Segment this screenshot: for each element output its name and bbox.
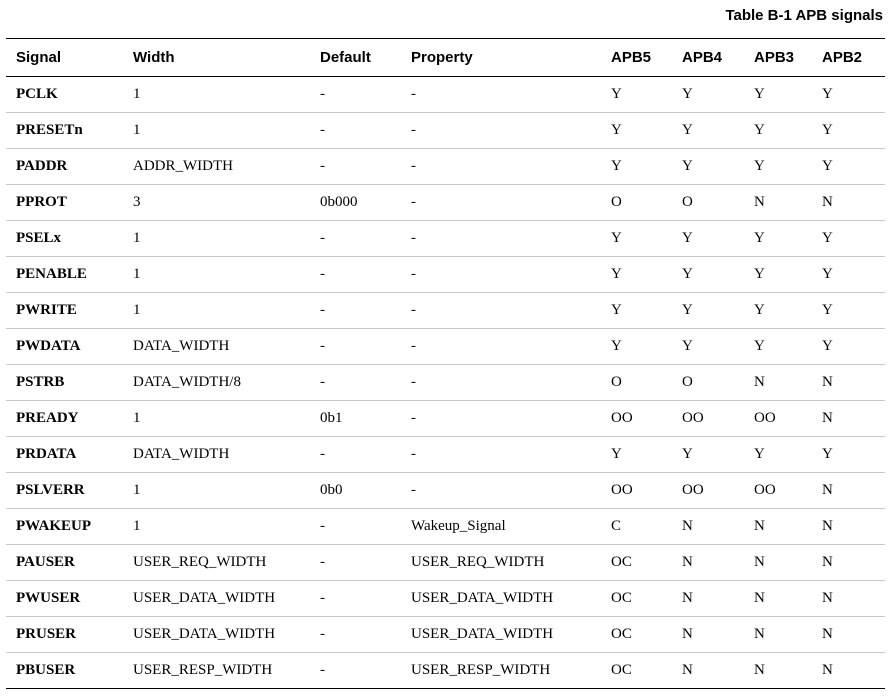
cell-default: - bbox=[310, 437, 401, 473]
cell-apb5: OO bbox=[601, 401, 672, 437]
cell-width: USER_DATA_WIDTH bbox=[123, 581, 310, 617]
cell-apb4: OO bbox=[672, 473, 744, 509]
cell-apb2: Y bbox=[812, 293, 885, 329]
cell-width: 1 bbox=[123, 257, 310, 293]
cell-width: USER_REQ_WIDTH bbox=[123, 545, 310, 581]
cell-apb4: OO bbox=[672, 401, 744, 437]
table-row bbox=[6, 329, 885, 365]
apb-signals-table bbox=[6, 38, 885, 689]
table-row bbox=[6, 617, 885, 653]
cell-width: DATA_WIDTH bbox=[123, 437, 310, 473]
cell-width: USER_RESP_WIDTH bbox=[123, 653, 310, 689]
cell-apb5: Y bbox=[601, 113, 672, 149]
cell-apb4: Y bbox=[672, 437, 744, 473]
cell-property: - bbox=[401, 437, 601, 473]
cell-apb4: Y bbox=[672, 257, 744, 293]
table-row bbox=[6, 221, 885, 257]
table-row bbox=[6, 365, 885, 401]
table-row bbox=[6, 401, 885, 437]
cell-signal: PSTRB bbox=[6, 365, 123, 401]
cell-property: Wakeup_Signal bbox=[401, 509, 601, 545]
cell-apb2: N bbox=[812, 617, 885, 653]
cell-apb3: N bbox=[744, 617, 812, 653]
cell-signal: PPROT bbox=[6, 185, 123, 221]
cell-apb4: Y bbox=[672, 149, 744, 185]
cell-signal: PWUSER bbox=[6, 581, 123, 617]
cell-property: - bbox=[401, 401, 601, 437]
cell-default: - bbox=[310, 149, 401, 185]
header-apb4: APB4 bbox=[672, 39, 744, 77]
cell-width: ADDR_WIDTH bbox=[123, 149, 310, 185]
cell-signal: PENABLE bbox=[6, 257, 123, 293]
cell-apb5: OC bbox=[601, 581, 672, 617]
cell-apb3: Y bbox=[744, 437, 812, 473]
cell-signal: PSELx bbox=[6, 221, 123, 257]
cell-apb2: N bbox=[812, 185, 885, 221]
cell-apb5: Y bbox=[601, 221, 672, 257]
cell-apb5: O bbox=[601, 185, 672, 221]
table-body bbox=[6, 77, 885, 689]
cell-width: 1 bbox=[123, 221, 310, 257]
cell-width: 1 bbox=[123, 401, 310, 437]
cell-signal: PRDATA bbox=[6, 437, 123, 473]
table-caption: Table B-1 APB signals bbox=[725, 7, 883, 24]
cell-default: - bbox=[310, 221, 401, 257]
table-row bbox=[6, 77, 885, 113]
cell-apb2: N bbox=[812, 473, 885, 509]
cell-property: - bbox=[401, 185, 601, 221]
cell-width: 1 bbox=[123, 473, 310, 509]
cell-default: 0b0 bbox=[310, 473, 401, 509]
cell-apb3: N bbox=[744, 545, 812, 581]
cell-apb2: N bbox=[812, 401, 885, 437]
cell-apb3: Y bbox=[744, 221, 812, 257]
cell-apb4: N bbox=[672, 617, 744, 653]
cell-apb3: Y bbox=[744, 293, 812, 329]
cell-apb2: N bbox=[812, 509, 885, 545]
header-apb5: APB5 bbox=[601, 39, 672, 77]
cell-default: - bbox=[310, 617, 401, 653]
header-width: Width bbox=[123, 39, 310, 77]
cell-default: 0b000 bbox=[310, 185, 401, 221]
table-row bbox=[6, 149, 885, 185]
cell-apb5: C bbox=[601, 509, 672, 545]
cell-apb5: Y bbox=[601, 149, 672, 185]
header-signal: Signal bbox=[6, 39, 123, 77]
cell-apb3: Y bbox=[744, 77, 812, 113]
cell-default: - bbox=[310, 545, 401, 581]
cell-default: - bbox=[310, 509, 401, 545]
cell-signal: PRUSER bbox=[6, 617, 123, 653]
cell-property: - bbox=[401, 257, 601, 293]
header-row bbox=[6, 39, 885, 77]
cell-apb2: N bbox=[812, 365, 885, 401]
cell-apb2: Y bbox=[812, 149, 885, 185]
cell-apb4: Y bbox=[672, 329, 744, 365]
cell-property: - bbox=[401, 365, 601, 401]
cell-signal: PBUSER bbox=[6, 653, 123, 689]
header-default: Default bbox=[310, 39, 401, 77]
cell-apb2: Y bbox=[812, 257, 885, 293]
header-property: Property bbox=[401, 39, 601, 77]
cell-apb3: N bbox=[744, 185, 812, 221]
cell-width: DATA_WIDTH bbox=[123, 329, 310, 365]
table-row bbox=[6, 545, 885, 581]
cell-property: - bbox=[401, 221, 601, 257]
cell-apb2: Y bbox=[812, 221, 885, 257]
cell-apb2: N bbox=[812, 545, 885, 581]
cell-width: 1 bbox=[123, 509, 310, 545]
cell-signal: PCLK bbox=[6, 77, 123, 113]
cell-apb3: OO bbox=[744, 401, 812, 437]
cell-apb5: Y bbox=[601, 329, 672, 365]
cell-default: - bbox=[310, 581, 401, 617]
cell-property: USER_RESP_WIDTH bbox=[401, 653, 601, 689]
cell-signal: PWAKEUP bbox=[6, 509, 123, 545]
cell-apb3: OO bbox=[744, 473, 812, 509]
cell-property: - bbox=[401, 77, 601, 113]
cell-apb5: Y bbox=[601, 437, 672, 473]
cell-property: - bbox=[401, 329, 601, 365]
cell-apb5: OC bbox=[601, 545, 672, 581]
cell-width: 1 bbox=[123, 293, 310, 329]
table-row bbox=[6, 293, 885, 329]
cell-signal: PSLVERR bbox=[6, 473, 123, 509]
cell-apb4: N bbox=[672, 581, 744, 617]
cell-default: - bbox=[310, 329, 401, 365]
cell-apb5: Y bbox=[601, 77, 672, 113]
header-apb3: APB3 bbox=[744, 39, 812, 77]
cell-signal: PRESETn bbox=[6, 113, 123, 149]
cell-width: 1 bbox=[123, 77, 310, 113]
cell-width: DATA_WIDTH/8 bbox=[123, 365, 310, 401]
table-row bbox=[6, 185, 885, 221]
cell-apb2: N bbox=[812, 653, 885, 689]
cell-signal: PADDR bbox=[6, 149, 123, 185]
cell-width: 1 bbox=[123, 113, 310, 149]
cell-apb4: O bbox=[672, 365, 744, 401]
cell-signal: PAUSER bbox=[6, 545, 123, 581]
cell-apb4: Y bbox=[672, 221, 744, 257]
cell-default: - bbox=[310, 257, 401, 293]
cell-default: - bbox=[310, 653, 401, 689]
cell-apb2: Y bbox=[812, 113, 885, 149]
cell-property: USER_DATA_WIDTH bbox=[401, 581, 601, 617]
cell-apb5: Y bbox=[601, 257, 672, 293]
cell-width: USER_DATA_WIDTH bbox=[123, 617, 310, 653]
cell-apb4: N bbox=[672, 545, 744, 581]
table-row bbox=[6, 653, 885, 689]
cell-apb4: Y bbox=[672, 293, 744, 329]
cell-property: - bbox=[401, 113, 601, 149]
cell-default: - bbox=[310, 77, 401, 113]
cell-apb4: Y bbox=[672, 113, 744, 149]
cell-default: - bbox=[310, 365, 401, 401]
table-row bbox=[6, 509, 885, 545]
cell-apb5: OO bbox=[601, 473, 672, 509]
cell-apb5: O bbox=[601, 365, 672, 401]
table-row bbox=[6, 257, 885, 293]
cell-apb5: Y bbox=[601, 293, 672, 329]
table-row bbox=[6, 113, 885, 149]
table-header bbox=[6, 39, 885, 77]
table-row bbox=[6, 473, 885, 509]
table-row bbox=[6, 581, 885, 617]
header-apb2: APB2 bbox=[812, 39, 885, 77]
cell-apb3: Y bbox=[744, 257, 812, 293]
cell-apb5: OC bbox=[601, 617, 672, 653]
cell-property: - bbox=[401, 473, 601, 509]
cell-default: 0b1 bbox=[310, 401, 401, 437]
cell-signal: PWRITE bbox=[6, 293, 123, 329]
cell-apb3: N bbox=[744, 581, 812, 617]
cell-apb3: N bbox=[744, 509, 812, 545]
cell-apb2: Y bbox=[812, 329, 885, 365]
cell-apb4: Y bbox=[672, 77, 744, 113]
cell-apb4: O bbox=[672, 185, 744, 221]
cell-property: - bbox=[401, 293, 601, 329]
cell-apb2: Y bbox=[812, 437, 885, 473]
cell-property: USER_DATA_WIDTH bbox=[401, 617, 601, 653]
cell-signal: PWDATA bbox=[6, 329, 123, 365]
cell-apb2: Y bbox=[812, 77, 885, 113]
cell-apb2: N bbox=[812, 581, 885, 617]
cell-apb3: Y bbox=[744, 329, 812, 365]
cell-default: - bbox=[310, 293, 401, 329]
table-row bbox=[6, 437, 885, 473]
cell-width: 3 bbox=[123, 185, 310, 221]
cell-apb3: N bbox=[744, 653, 812, 689]
cell-apb5: OC bbox=[601, 653, 672, 689]
cell-apb4: N bbox=[672, 653, 744, 689]
cell-signal: PREADY bbox=[6, 401, 123, 437]
cell-default: - bbox=[310, 113, 401, 149]
cell-apb3: N bbox=[744, 365, 812, 401]
cell-apb4: N bbox=[672, 509, 744, 545]
cell-property: USER_REQ_WIDTH bbox=[401, 545, 601, 581]
cell-apb3: Y bbox=[744, 149, 812, 185]
cell-apb3: Y bbox=[744, 113, 812, 149]
cell-property: - bbox=[401, 149, 601, 185]
